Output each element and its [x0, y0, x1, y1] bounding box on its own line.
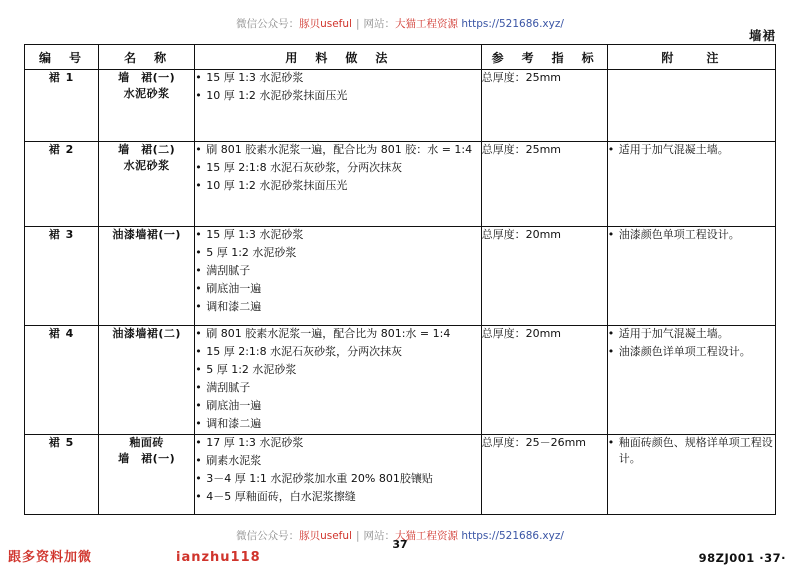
row-number: 裙 3 [25, 227, 99, 326]
row-name-line: 水泥砂浆 [123, 159, 170, 172]
method-item: • 15 厚 2:1:8 水泥石灰砂浆，分两次抹灰 [195, 344, 480, 360]
header-number: 编 号 [25, 45, 99, 70]
table-row [25, 435, 776, 515]
index-value: 总厚度：25－26mm [481, 436, 587, 449]
row-method [195, 435, 481, 515]
row-method [195, 227, 481, 326]
page-number: 37 [392, 538, 408, 551]
watermark-top-site-name: 大猫工程资源 [395, 18, 458, 30]
row-name-line: 釉面砖 [129, 436, 164, 449]
watermark-top-separator: | [355, 18, 360, 30]
remark-item: • 适用于加气混凝土墙。 [608, 142, 775, 158]
method-item: • 刷底油一遍 [195, 281, 480, 297]
row-name [99, 435, 195, 515]
row-index [481, 142, 607, 227]
method-item: • 15 厚 2:1:8 水泥石灰砂浆，分两次抹灰 [195, 160, 480, 176]
watermark-bottom-site-name: 大猫工程资源 [395, 530, 458, 542]
row-remark [607, 70, 775, 142]
method-item: • 4－5 厚釉面砖，白水泥浆擦缝 [195, 489, 480, 505]
header-method: 用 料 做 法 [195, 45, 481, 70]
table-row [25, 326, 776, 435]
row-index [481, 435, 607, 515]
spec-table [24, 44, 776, 515]
row-name-line: 水泥砂浆 [123, 87, 170, 100]
method-item: • 刷素水泥浆 [195, 453, 480, 469]
row-name [99, 70, 195, 142]
row-remark [607, 227, 775, 326]
index-value: 总厚度：25mm [481, 71, 562, 84]
row-number: 裙 4 [25, 326, 99, 435]
method-item: • 刷底油一遍 [195, 398, 480, 414]
method-item: • 17 厚 1:3 水泥砂浆 [195, 435, 480, 451]
footer-promo-handle: ianzhu118 [176, 550, 261, 565]
method-item: • 满刮腻子 [195, 380, 480, 396]
row-index [481, 70, 607, 142]
remark-item: • 釉面砖颜色、规格详单项工程设计。 [608, 435, 775, 467]
table-header-row [25, 45, 776, 70]
method-item: • 刷 801 胶素水泥浆一遍，配合比为 801:水 = 1:4 [195, 326, 480, 342]
row-name-line: 墙 裙(二) [118, 143, 176, 156]
row-index [481, 326, 607, 435]
row-name [99, 326, 195, 435]
method-item: • 15 厚 1:3 水泥砂浆 [195, 70, 480, 86]
watermark-top-wechat-name: 豚贝useful [299, 18, 352, 30]
row-remark [607, 326, 775, 435]
row-name [99, 142, 195, 227]
header-name: 名 称 [99, 45, 195, 70]
method-item: • 3－4 厚 1:1 水泥砂浆加水重 20% 801胶镶贴 [195, 471, 480, 487]
method-item: • 刷 801 胶素水泥浆一遍，配合比为 801 胶：水 = 1:4 [195, 142, 480, 158]
table-row [25, 142, 776, 227]
watermark-top-wechat-label: 微信公众号： [236, 18, 300, 30]
row-method [195, 70, 481, 142]
row-remark [607, 142, 775, 227]
method-item: • 10 厚 1:2 水泥砂浆抹面压光 [195, 178, 480, 194]
table-row [25, 70, 776, 142]
row-index [481, 227, 607, 326]
method-item: • 15 厚 1:3 水泥砂浆 [195, 227, 480, 243]
watermark-bottom-separator: | [355, 530, 360, 542]
row-name-line: 墙 裙(一) [118, 452, 176, 465]
watermark-top-site-label: 网站： [363, 18, 395, 30]
method-item: • 满刮腻子 [195, 263, 480, 279]
watermark-top-url[interactable]: https://521686.xyz/ [461, 18, 564, 30]
watermark-bottom-wechat-name: 豚贝useful [299, 530, 352, 542]
remark-item: • 油漆颜色详单项工程设计。 [608, 344, 775, 360]
watermark-top [0, 16, 800, 31]
watermark-bottom-url[interactable]: https://521686.xyz/ [461, 530, 564, 542]
row-method [195, 142, 481, 227]
row-remark [607, 435, 775, 515]
row-number: 裙 2 [25, 142, 99, 227]
footer-promo-text: 跟多资料加微 [8, 550, 93, 565]
index-value: 总厚度：20mm [481, 228, 562, 241]
table-row [25, 227, 776, 326]
method-item: • 调和漆二遍 [195, 299, 480, 315]
index-value: 总厚度：25mm [481, 143, 562, 156]
remark-item: • 适用于加气混凝土墙。 [608, 326, 775, 342]
row-name [99, 227, 195, 326]
row-number: 裙 5 [25, 435, 99, 515]
row-name-line: 油漆墙裙(一) [112, 228, 181, 241]
row-number: 裙 1 [25, 70, 99, 142]
header-remark: 附 注 [607, 45, 775, 70]
spec-table-wrapper [24, 44, 776, 515]
method-item: • 10 厚 1:2 水泥砂浆抹面压光 [195, 88, 480, 104]
row-name-line: 墙 裙(一) [118, 71, 176, 84]
remark-item: • 油漆颜色单项工程设计。 [608, 227, 775, 243]
method-item: • 5 厚 1:2 水泥砂浆 [195, 362, 480, 378]
page-title: 墙裙 [748, 28, 776, 43]
row-method [195, 326, 481, 435]
row-name-line: 油漆墙裙(二) [112, 327, 181, 340]
header-index: 参 考 指 标 [481, 45, 607, 70]
watermark-bottom-site-label: 网站： [363, 530, 395, 542]
method-item: • 5 厚 1:2 水泥砂浆 [195, 245, 480, 261]
watermark-bottom-wechat-label: 微信公众号： [236, 530, 300, 542]
method-item: • 调和漆二遍 [195, 416, 480, 432]
index-value: 总厚度：20mm [481, 327, 562, 340]
footer-doc-code: 98ZJ001 ·37· [698, 551, 786, 565]
